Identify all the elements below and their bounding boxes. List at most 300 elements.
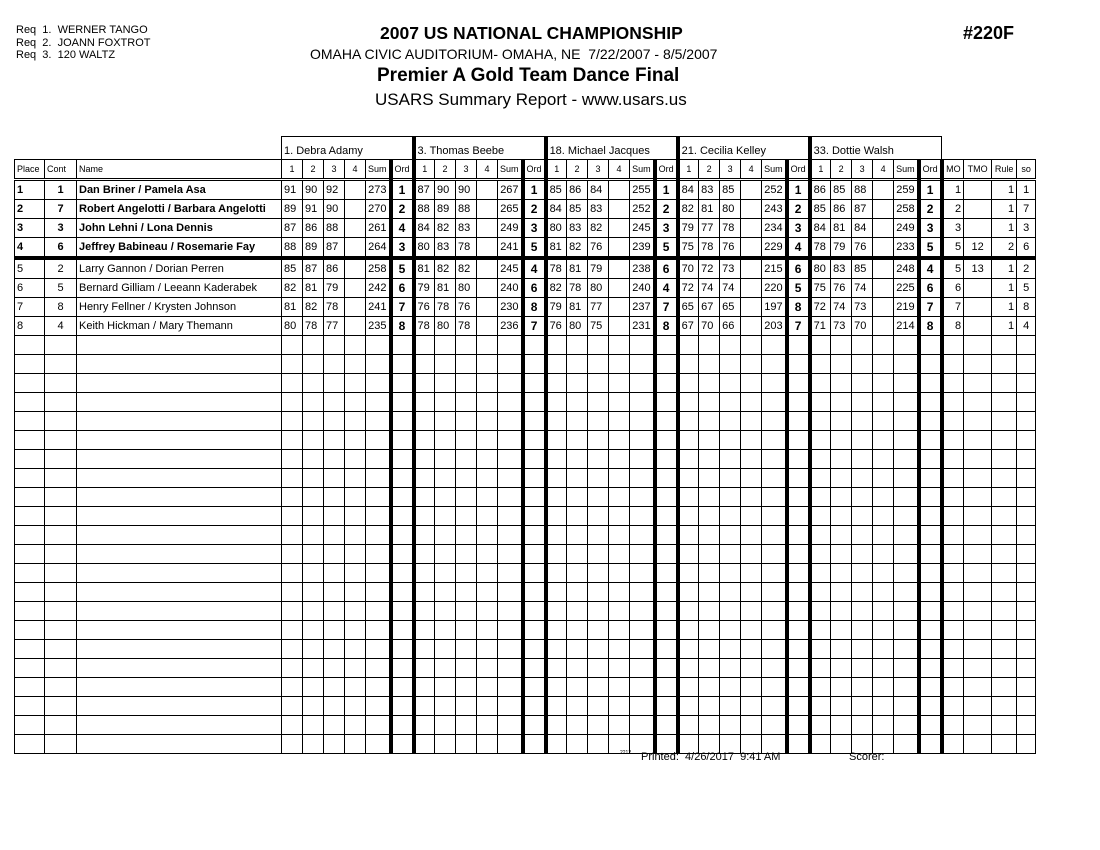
empty-cell [609, 678, 630, 697]
empty-cell [762, 564, 787, 583]
ordinal-cell: 8 [655, 317, 678, 336]
empty-cell [810, 393, 831, 412]
score-cell [477, 219, 498, 238]
empty-cell [546, 526, 567, 545]
place-cell: 2 [15, 200, 45, 219]
empty-cell [873, 659, 894, 678]
empty-cell [588, 526, 609, 545]
empty-cell [414, 526, 435, 545]
championship-title: 2007 US NATIONAL CHAMPIONSHIP [380, 23, 683, 43]
empty-cell [873, 469, 894, 488]
empty-cell [741, 431, 762, 450]
empty-cell [414, 507, 435, 526]
empty-cell [810, 488, 831, 507]
score-cell: 87 [852, 200, 873, 219]
empty-cell [942, 602, 964, 621]
empty-cell [992, 526, 1017, 545]
empty-cell [498, 640, 523, 659]
empty-cell [303, 450, 324, 469]
empty-cell [477, 450, 498, 469]
empty-cell [630, 659, 655, 678]
empty-cell [477, 412, 498, 431]
empty-cell [609, 659, 630, 678]
empty-cell [810, 450, 831, 469]
score-cell: 74 [831, 298, 852, 317]
empty-cell [303, 469, 324, 488]
score-cell [345, 258, 366, 279]
table-row [15, 279, 1036, 298]
empty-cell [609, 374, 630, 393]
empty-cell [741, 355, 762, 374]
empty-cell [942, 621, 964, 640]
empty-cell [873, 336, 894, 355]
empty-cell [741, 640, 762, 659]
empty-cell [964, 526, 992, 545]
empty-cell [787, 602, 810, 621]
empty-cell [567, 697, 588, 716]
empty-cell [873, 621, 894, 640]
empty-cell [852, 336, 873, 355]
empty-cell [831, 564, 852, 583]
empty-cell [588, 450, 609, 469]
ordinal-cell: 4 [919, 258, 942, 279]
empty-cell [282, 355, 303, 374]
empty-cell [609, 583, 630, 602]
empty-cell [609, 450, 630, 469]
score-cell: 87 [324, 238, 345, 259]
empty-cell [992, 621, 1017, 640]
empty-cell [45, 374, 77, 393]
empty-cell [964, 602, 992, 621]
empty-cell [435, 488, 456, 507]
score-cell: 82 [456, 258, 477, 279]
empty-cell [992, 336, 1017, 355]
empty-cell [964, 621, 992, 640]
rule-cell: 1 [992, 317, 1017, 336]
empty-cell [77, 735, 282, 754]
empty-cell [873, 393, 894, 412]
empty-cell [894, 393, 919, 412]
empty-cell [588, 602, 609, 621]
empty-cell [435, 621, 456, 640]
mo-cell: 3 [942, 219, 964, 238]
empty-cell [588, 621, 609, 640]
empty-cell [992, 659, 1017, 678]
empty-cell [414, 735, 435, 754]
empty-cell [282, 640, 303, 659]
empty-cell [831, 355, 852, 374]
empty-cell [919, 621, 942, 640]
empty-cell [741, 716, 762, 735]
empty-cell [831, 431, 852, 450]
empty-cell [391, 564, 414, 583]
empty-cell [942, 640, 964, 659]
empty-cell [810, 621, 831, 640]
empty-cell [894, 507, 919, 526]
empty-cell [282, 507, 303, 526]
empty-cell [894, 640, 919, 659]
empty-cell [588, 545, 609, 564]
score-cell: 81 [699, 200, 720, 219]
empty-cell [852, 412, 873, 431]
empty-cell [391, 583, 414, 602]
score-cell [609, 200, 630, 219]
empty-cell [498, 393, 523, 412]
ordinal-cell: 4 [655, 279, 678, 298]
empty-cell [964, 355, 992, 374]
empty-cell [873, 488, 894, 507]
empty-cell [942, 697, 964, 716]
empty-cell [366, 526, 391, 545]
empty-cell [678, 678, 699, 697]
empty-cell [787, 488, 810, 507]
empty-cell [630, 412, 655, 431]
empty-cell [345, 564, 366, 583]
empty-cell [741, 621, 762, 640]
empty-cell [477, 621, 498, 640]
empty-cell [919, 336, 942, 355]
score-cell: 78 [567, 279, 588, 298]
empty-cell [324, 507, 345, 526]
empty-cell [414, 602, 435, 621]
empty-row [15, 640, 1036, 659]
score-cell: 79 [414, 279, 435, 298]
empty-cell [942, 355, 964, 374]
score-cell: 89 [282, 200, 303, 219]
score-cell: 76 [546, 317, 567, 336]
sum-cell: 225 [894, 279, 919, 298]
empty-cell [609, 716, 630, 735]
empty-cell [303, 374, 324, 393]
empty-cell [919, 355, 942, 374]
ordinal-cell: 7 [523, 317, 546, 336]
empty-cell [77, 374, 282, 393]
empty-cell [1017, 450, 1036, 469]
empty-cell [498, 412, 523, 431]
empty-cell [787, 450, 810, 469]
col-name: Name [77, 160, 282, 180]
empty-cell [852, 640, 873, 659]
empty-cell [45, 678, 77, 697]
empty-cell [567, 393, 588, 412]
empty-cell [873, 564, 894, 583]
sum-cell: 235 [366, 317, 391, 336]
request-2: Req 2. JOANN FOXTROT [16, 36, 151, 49]
empty-cell [345, 374, 366, 393]
so-cell: 8 [1017, 298, 1036, 317]
empty-cell [523, 488, 546, 507]
requested-dances [16, 24, 150, 62]
empty-cell [873, 583, 894, 602]
empty-cell [630, 640, 655, 659]
ordinal-cell: 5 [787, 279, 810, 298]
empty-cell [303, 697, 324, 716]
empty-cell [456, 545, 477, 564]
score-cell: 67 [678, 317, 699, 336]
empty-cell [366, 716, 391, 735]
empty-cell [567, 431, 588, 450]
empty-cell [435, 336, 456, 355]
score-cell [477, 298, 498, 317]
empty-cell [942, 469, 964, 488]
empty-cell [588, 412, 609, 431]
empty-cell [567, 583, 588, 602]
empty-cell [324, 564, 345, 583]
empty-cell [699, 640, 720, 659]
empty-cell [831, 336, 852, 355]
empty-cell [1017, 412, 1036, 431]
empty-cell [456, 336, 477, 355]
sum-cell: 265 [498, 200, 523, 219]
event-name: Premier A Gold Team Dance Final [377, 65, 680, 86]
col-place: Place [15, 160, 45, 180]
empty-row [15, 336, 1036, 355]
score-cell: 78 [720, 219, 741, 238]
rule-cell: 1 [992, 200, 1017, 219]
score-cell [477, 279, 498, 298]
col-judge-4-0: 1 [678, 160, 699, 180]
empty-cell [498, 545, 523, 564]
empty-cell [894, 678, 919, 697]
sum-cell: 252 [762, 180, 787, 200]
ordinal-cell: 7 [391, 298, 414, 317]
empty-cell [992, 374, 1017, 393]
col-judge-1-0: 1 [282, 160, 303, 180]
score-cell: 80 [456, 279, 477, 298]
ordinal-cell: 3 [655, 219, 678, 238]
ordinal-cell: 3 [919, 219, 942, 238]
empty-cell [873, 640, 894, 659]
empty-cell [456, 716, 477, 735]
empty-cell [77, 526, 282, 545]
empty-cell [831, 469, 852, 488]
empty-cell [77, 545, 282, 564]
score-cell: 81 [282, 298, 303, 317]
empty-cell [942, 507, 964, 526]
empty-cell [282, 526, 303, 545]
empty-cell [919, 526, 942, 545]
empty-cell [1017, 355, 1036, 374]
score-cell: 81 [567, 298, 588, 317]
empty-cell [345, 621, 366, 640]
sum-cell: 241 [498, 238, 523, 259]
col-judge-3-2: 3 [588, 160, 609, 180]
score-cell [741, 180, 762, 200]
empty-cell [699, 355, 720, 374]
sum-cell: 273 [366, 180, 391, 200]
score-cell: 83 [831, 258, 852, 279]
col-judge-4-5: Ord [787, 160, 810, 180]
empty-cell [1017, 545, 1036, 564]
empty-cell [942, 374, 964, 393]
empty-cell [588, 431, 609, 450]
empty-cell [720, 621, 741, 640]
empty-cell [787, 735, 810, 754]
empty-cell [678, 545, 699, 564]
empty-cell [655, 488, 678, 507]
empty-cell [15, 336, 45, 355]
empty-cell [873, 545, 894, 564]
empty-cell [456, 735, 477, 754]
empty-cell [720, 678, 741, 697]
empty-cell [45, 393, 77, 412]
empty-cell [523, 564, 546, 583]
empty-cell [477, 393, 498, 412]
empty-cell [762, 355, 787, 374]
empty-cell [992, 355, 1017, 374]
score-cell: 87 [414, 180, 435, 200]
sum-cell: 258 [894, 200, 919, 219]
score-cell: 78 [456, 238, 477, 259]
empty-cell [546, 659, 567, 678]
empty-cell [366, 678, 391, 697]
empty-cell [588, 716, 609, 735]
score-cell: 92 [324, 180, 345, 200]
empty-cell [919, 564, 942, 583]
empty-cell [456, 488, 477, 507]
so-cell: 3 [1017, 219, 1036, 238]
empty-cell [435, 545, 456, 564]
empty-cell [1017, 602, 1036, 621]
ordinal-cell: 5 [655, 238, 678, 259]
empty-cell [852, 697, 873, 716]
empty-cell [831, 621, 852, 640]
empty-cell [303, 507, 324, 526]
empty-cell [345, 659, 366, 678]
empty-cell [894, 469, 919, 488]
score-cell: 86 [810, 180, 831, 200]
empty-cell [762, 602, 787, 621]
empty-cell [366, 507, 391, 526]
score-cell: 78 [435, 298, 456, 317]
empty-cell [762, 507, 787, 526]
empty-cell [741, 374, 762, 393]
score-cell: 85 [567, 200, 588, 219]
empty-cell [992, 545, 1017, 564]
empty-cell [435, 507, 456, 526]
empty-cell [456, 393, 477, 412]
empty-cell [523, 602, 546, 621]
score-cell [741, 200, 762, 219]
score-cell [609, 258, 630, 279]
empty-cell [894, 545, 919, 564]
empty-cell [588, 488, 609, 507]
empty-cell [523, 469, 546, 488]
empty-cell [831, 412, 852, 431]
empty-cell [852, 526, 873, 545]
empty-cell [366, 450, 391, 469]
empty-cell [609, 393, 630, 412]
empty-cell [964, 336, 992, 355]
col-judge-3-5: Ord [655, 160, 678, 180]
score-cell: 82 [303, 298, 324, 317]
empty-cell [655, 450, 678, 469]
empty-row [15, 602, 1036, 621]
empty-cell [303, 355, 324, 374]
empty-cell [345, 412, 366, 431]
empty-cell [546, 545, 567, 564]
empty-cell [282, 735, 303, 754]
empty-cell [720, 526, 741, 545]
score-cell [873, 279, 894, 298]
score-cell [477, 180, 498, 200]
empty-cell [894, 431, 919, 450]
ordinal-cell: 8 [919, 317, 942, 336]
empty-cell [992, 716, 1017, 735]
empty-cell [699, 621, 720, 640]
empty-cell [303, 678, 324, 697]
empty-cell [414, 412, 435, 431]
score-cell [741, 258, 762, 279]
ordinal-cell: 1 [787, 180, 810, 200]
cont-cell: 2 [45, 258, 77, 279]
empty-cell [609, 336, 630, 355]
empty-cell [894, 526, 919, 545]
score-cell [345, 317, 366, 336]
ordinal-cell: 1 [523, 180, 546, 200]
empty-cell [609, 564, 630, 583]
empty-cell [391, 450, 414, 469]
score-cell: 75 [678, 238, 699, 259]
empty-cell [942, 583, 964, 602]
col-so: so [1017, 160, 1036, 180]
empty-cell [282, 697, 303, 716]
empty-cell [919, 640, 942, 659]
ordinal-cell: 5 [919, 238, 942, 259]
empty-cell [831, 697, 852, 716]
empty-cell [630, 716, 655, 735]
empty-cell [282, 602, 303, 621]
empty-cell [498, 583, 523, 602]
empty-cell [588, 697, 609, 716]
empty-cell [567, 374, 588, 393]
empty-cell [523, 336, 546, 355]
empty-cell [720, 697, 741, 716]
empty-cell [678, 412, 699, 431]
couple-name: Larry Gannon / Dorian Perren [77, 258, 282, 279]
empty-cell [852, 602, 873, 621]
empty-cell [15, 355, 45, 374]
empty-cell [567, 488, 588, 507]
empty-cell [45, 431, 77, 450]
empty-cell [498, 526, 523, 545]
empty-cell [477, 488, 498, 507]
score-cell [477, 200, 498, 219]
empty-cell [852, 545, 873, 564]
score-cell: 67 [699, 298, 720, 317]
empty-cell [567, 735, 588, 754]
ordinal-cell: 8 [787, 298, 810, 317]
empty-cell [435, 355, 456, 374]
ordinal-cell: 1 [391, 180, 414, 200]
score-cell: 81 [435, 279, 456, 298]
ordinal-cell: 6 [919, 279, 942, 298]
col-judge-5-4: Sum [894, 160, 919, 180]
empty-cell [678, 374, 699, 393]
sum-cell: 264 [366, 238, 391, 259]
empty-cell [609, 545, 630, 564]
empty-cell [720, 393, 741, 412]
score-cell: 78 [546, 258, 567, 279]
empty-cell [992, 602, 1017, 621]
col-judge-5-3: 4 [873, 160, 894, 180]
empty-cell [762, 545, 787, 564]
empty-cell [523, 735, 546, 754]
empty-cell [831, 678, 852, 697]
empty-cell [762, 450, 787, 469]
empty-cell [873, 431, 894, 450]
score-cell: 85 [282, 258, 303, 279]
